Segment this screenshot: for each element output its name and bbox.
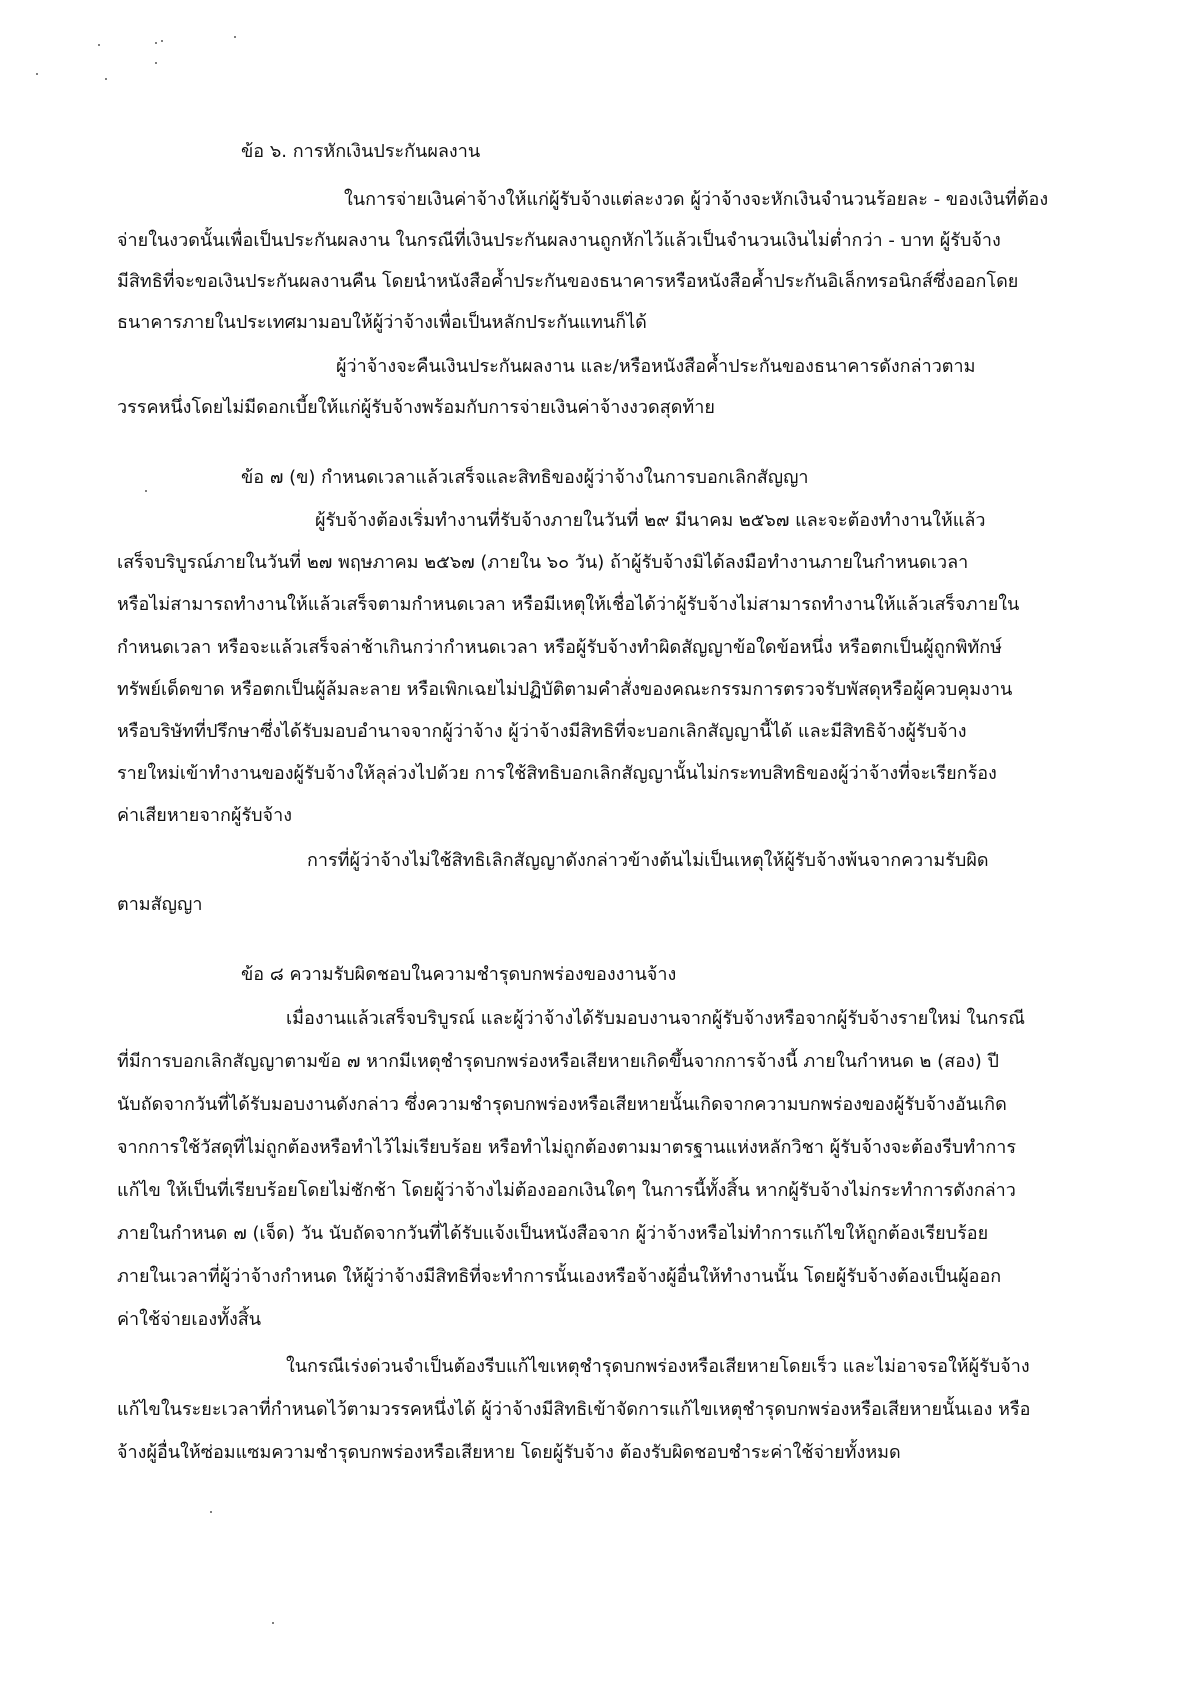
section-8-paragraph-2-line: ในกรณีเร่งด่วนจำเป็นต้องรีบแก้ไขเหตุชำรุดบกพร่องหรือเสียหายโดยเร็ว และไม่อาจรอให้ผู้รับจ้าง: [286, 1356, 1030, 1377]
section-7-paragraph-1-line: รายใหม่เข้าทำงานของผู้รับจ้างให้ลุล่วงไปด้วย การใช้สิทธิบอกเลิกสัญญานั้นไม่กระทบสิทธิของผู้ว่าจ้างที่จะเรียกร้อง: [117, 763, 997, 784]
section-7-paragraph-2-line: การที่ผู้ว่าจ้างไม่ใช้สิทธิเลิกสัญญาดังกล่าวข้างต้นไม่เป็นเหตุให้ผู้รับจ้างพ้นจากความรับผิด: [307, 850, 989, 871]
scan-speck: [155, 62, 157, 64]
section-6-paragraph-1-line: จ่ายในงวดนั้นเพื่อเป็นประกันผลงาน ในกรณีที่เงินประกันผลงานถูกหักไว้แล้วเป็นจำนวนเงินไม่ต่ำกว่า - บาท ผู้รับจ้าง: [117, 230, 1001, 251]
section-6-heading: ข้อ ๖. การหักเงินประกันผลงาน: [241, 141, 481, 162]
section-7-paragraph-1-line: ค่าเสียหายจากผู้รับจ้าง: [117, 805, 292, 826]
section-7-heading: ข้อ ๗ (ข) กำหนดเวลาแล้วเสร็จและสิทธิของผู้ว่าจ้างในการบอกเลิกสัญญา: [241, 467, 809, 488]
section-8-paragraph-1-line: เมื่องานแล้วเสร็จบริบูรณ์ และผู้ว่าจ้างได้รับมอบงานจากผู้รับจ้างหรือจากผู้รับจ้างรายใหม่ ในกรณี: [286, 1008, 1025, 1029]
section-8-paragraph-1-line: ที่มีการบอกเลิกสัญญาตามข้อ ๗ หากมีเหตุชำรุดบกพร่องหรือเสียหายเกิดขึ้นจากการจ้างนี้ ภายในกำหนด ๒ (สอง) ปี: [117, 1051, 999, 1072]
section-8-paragraph-2-line: จ้างผู้อื่นให้ซ่อมแซมความชำรุดบกพร่องหรือเสียหาย โดยผู้รับจ้าง ต้องรับผิดชอบชำระค่าใช้จ่ายทั้งหมด: [117, 1442, 901, 1463]
section-6-paragraph-1-line: ในการจ่ายเงินค่าจ้างให้แก่ผู้รับจ้างแต่ละงวด ผู้ว่าจ้างจะหักเงินจำนวนร้อยละ - ของเงินที่ต้อง: [344, 189, 1049, 210]
section-8-paragraph-2-line: แก้ไขในระยะเวลาที่กำหนดไว้ตามวรรคหนึ่งได้ ผู้ว่าจ้างมีสิทธิเข้าจัดการแก้ไขเหตุชำรุดบกพร่องหรือเสียหายนั้นเอง หรือ: [117, 1399, 1031, 1420]
section-7-paragraph-1-line: หรือไม่สามารถทำงานให้แล้วเสร็จตามกำหนดเวลา หรือมีเหตุให้เชื่อได้ว่าผู้รับจ้างไม่สามารถทำงานให้แล้วเสร็จภายใน: [117, 594, 1020, 615]
section-7-paragraph-1-line: กำหนดเวลา หรือจะแล้วเสร็จล่าช้าเกินกว่ากำหนดเวลา หรือผู้รับจ้างทำผิดสัญญาข้อใดข้อหนึ่ง หรือตกเป็นผู้ถูกพิทักษ์: [117, 637, 1002, 658]
scan-speck: [36, 73, 38, 75]
section-6-paragraph-2-line: ผู้ว่าจ้างจะคืนเงินประกันผลงาน และ/หรือหนังสือค้ำประกันของธนาคารดังกล่าวตาม: [336, 356, 976, 377]
scan-speck: [272, 1622, 274, 1624]
section-6-paragraph-1-line: ธนาคารภายในประเทศมามอบให้ผู้ว่าจ้างเพื่อเป็นหลักประกันแทนก็ได้: [117, 312, 647, 333]
scan-speck: [234, 36, 236, 38]
section-8-heading: ข้อ ๘ ความรับผิดชอบในความชำรุดบกพร่องของงานจ้าง: [241, 964, 677, 985]
section-7-paragraph-1-line: ผู้รับจ้างต้องเริ่มทำงานที่รับจ้างภายในวันที่ ๒๙ มีนาคม ๒๕๖๗ และจะต้องทำงานให้แล้ว: [315, 510, 986, 531]
section-6-paragraph-1-line: มีสิทธิที่จะขอเงินประกันผลงานคืน โดยนำหนังสือค้ำประกันของธนาคารหรือหนังสือค้ำประกันอิเล็กทรอนิกส์ซึ่งออกโดย: [117, 271, 1019, 292]
scan-speck: [145, 490, 147, 492]
section-7-paragraph-1-line: หรือบริษัทที่ปรึกษาซึ่งได้รับมอบอำนาจจากผู้ว่าจ้าง ผู้ว่าจ้างมีสิทธิที่จะบอกเลิกสัญญานี้ได้ และมีสิทธิจ้างผู้รับจ้าง: [117, 721, 967, 742]
section-8-paragraph-1-line: แก้ไข ให้เป็นที่เรียบร้อยโดยไม่ชักช้า โดยผู้ว่าจ้างไม่ต้องออกเงินใดๆ ในการนี้ทั้งสิ้น หากผู้รับจ้างไม่กระทำการดังกล่าว: [117, 1180, 1016, 1201]
section-8-paragraph-1-line: ค่าใช้จ่ายเองทั้งสิ้น: [117, 1309, 262, 1330]
scan-speck: [210, 1511, 212, 1513]
scan-speck: [161, 40, 163, 42]
scan-speck: [98, 44, 100, 46]
section-7-paragraph-1-line: เสร็จบริบูรณ์ภายในวันที่ ๒๗ พฤษภาคม ๒๕๖๗ (ภายใน ๖๐ วัน) ถ้าผู้รับจ้างมิได้ลงมือทำงานภายในกำหนดเวลา: [117, 552, 969, 573]
section-6-paragraph-2-line: วรรคหนึ่งโดยไม่มีดอกเบี้ยให้แก่ผู้รับจ้างพร้อมกับการจ่ายเงินค่าจ้างงวดสุดท้าย: [117, 397, 715, 418]
section-7-paragraph-2-line: ตามสัญญา: [117, 894, 203, 915]
section-8-paragraph-1-line: จากการใช้วัสดุที่ไม่ถูกต้องหรือทำไว้ไม่เรียบร้อย หรือทำไม่ถูกต้องตามมาตรฐานแห่งหลักวิชา ผู้รับจ้างจะต้องรีบทำการ: [117, 1137, 1017, 1158]
section-7-paragraph-1-line: ทรัพย์เด็ดขาด หรือตกเป็นผู้ล้มละลาย หรือเพิกเฉยไม่ปฏิบัติตามคำสั่งของคณะกรรมการตรวจรับพัสดุหรือผู้ควบคุมงาน: [117, 679, 1013, 700]
section-8-paragraph-1-line: นับถัดจากวันที่ได้รับมอบงานดังกล่าว ซึ่งความชำรุดบกพร่องหรือเสียหายนั้นเกิดจากความบกพร่องของผู้รับจ้างอันเกิด: [117, 1094, 1007, 1115]
section-8-paragraph-1-line: ภายในเวลาที่ผู้ว่าจ้างกำหนด ให้ผู้ว่าจ้างมีสิทธิที่จะทำการนั้นเองหรือจ้างผู้อื่นให้ทำงานนั้น โดยผู้รับจ้างต้องเป็นผู้ออก: [117, 1266, 1002, 1287]
scan-speck: [155, 42, 157, 44]
section-8-paragraph-1-line: ภายในกำหนด ๗ (เจ็ด) วัน นับถัดจากวันที่ได้รับแจ้งเป็นหนังสือจาก ผู้ว่าจ้างหรือไม่ทำการแก้ไขให้ถูกต้องเรียบร้อย: [117, 1223, 989, 1244]
scan-speck: [105, 78, 107, 80]
